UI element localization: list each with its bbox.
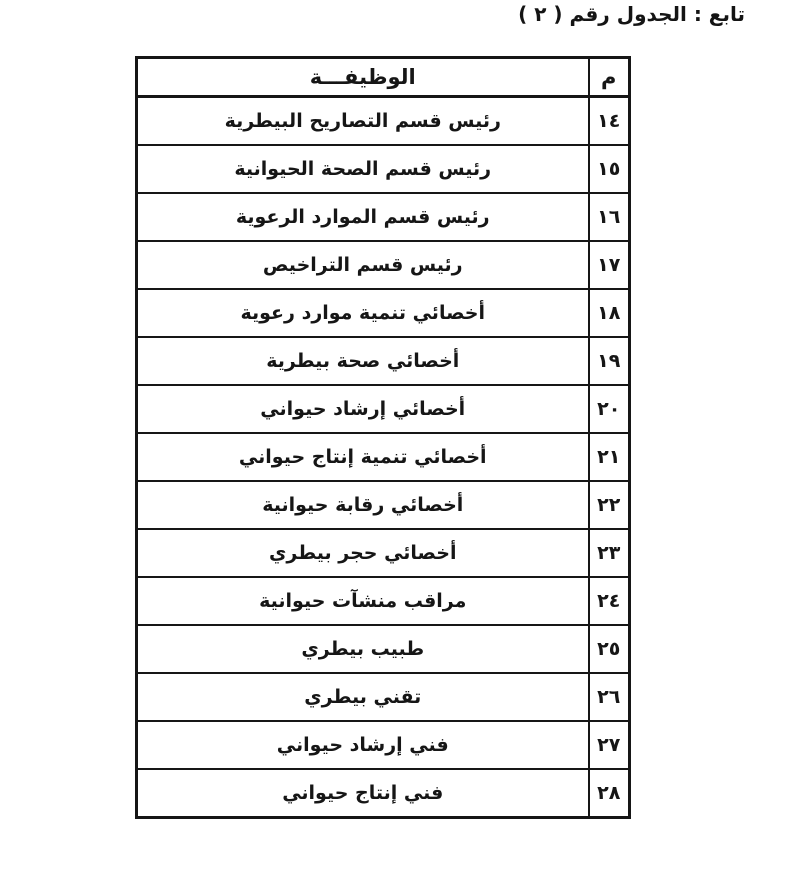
row-number-cell: ١٧ [589, 241, 630, 289]
job-title-cell: تقني بيطري [137, 673, 589, 721]
job-title-cell: مراقب منشآت حيوانية [137, 577, 589, 625]
table-body [137, 97, 630, 818]
job-title-cell: رئيس قسم التراخيص [137, 241, 589, 289]
job-title-cell: فني إنتاج حيواني [137, 769, 589, 818]
row-number-cell: ٢٣ [589, 529, 630, 577]
table-row [137, 337, 630, 385]
job-title-cell: أخصائي إرشاد حيواني [137, 385, 589, 433]
table-row [137, 97, 630, 146]
table-row [137, 673, 630, 721]
column-header-job: الوظيفـــة [137, 58, 589, 97]
job-title-cell: أخصائي رقابة حيوانية [137, 481, 589, 529]
page-title: تابع : الجدول رقم ( ٢ ) [518, 2, 745, 26]
table-row [137, 481, 630, 529]
job-title-cell: أخصائي تنمية موارد رعوية [137, 289, 589, 337]
row-number-cell: ١٦ [589, 193, 630, 241]
table-row [137, 577, 630, 625]
table-header-row [137, 58, 630, 97]
row-number-cell: ٢٢ [589, 481, 630, 529]
job-title-cell: رئيس قسم الموارد الرعوية [137, 193, 589, 241]
table-row [137, 193, 630, 241]
table-row [137, 241, 630, 289]
row-number-cell: ١٥ [589, 145, 630, 193]
job-title-cell: فني إرشاد حيواني [137, 721, 589, 769]
row-number-cell: ١٨ [589, 289, 630, 337]
job-title-cell: طبيب بيطري [137, 625, 589, 673]
table-row [137, 433, 630, 481]
row-number-cell: ٢١ [589, 433, 630, 481]
table-row [137, 529, 630, 577]
row-number-cell: ٢٨ [589, 769, 630, 818]
row-number-cell: ١٤ [589, 97, 630, 146]
job-title-cell: أخصائي صحة بيطرية [137, 337, 589, 385]
job-title-cell: أخصائي تنمية إنتاج حيواني [137, 433, 589, 481]
row-number-cell: ٢٥ [589, 625, 630, 673]
table-row [137, 769, 630, 818]
job-title-cell: رئيس قسم الصحة الحيوانية [137, 145, 589, 193]
table-row [137, 289, 630, 337]
table-row [137, 625, 630, 673]
table-row [137, 145, 630, 193]
job-title-cell: أخصائي حجر بيطري [137, 529, 589, 577]
job-title-cell: رئيس قسم التصاريح البيطرية [137, 97, 589, 146]
row-number-cell: ٢٧ [589, 721, 630, 769]
row-number-cell: ٢٦ [589, 673, 630, 721]
table-row [137, 721, 630, 769]
row-number-cell: ٢٠ [589, 385, 630, 433]
row-number-cell: ٢٤ [589, 577, 630, 625]
jobs-table [135, 56, 631, 819]
row-number-cell: ١٩ [589, 337, 630, 385]
column-header-num: م [589, 58, 630, 97]
table-row [137, 385, 630, 433]
